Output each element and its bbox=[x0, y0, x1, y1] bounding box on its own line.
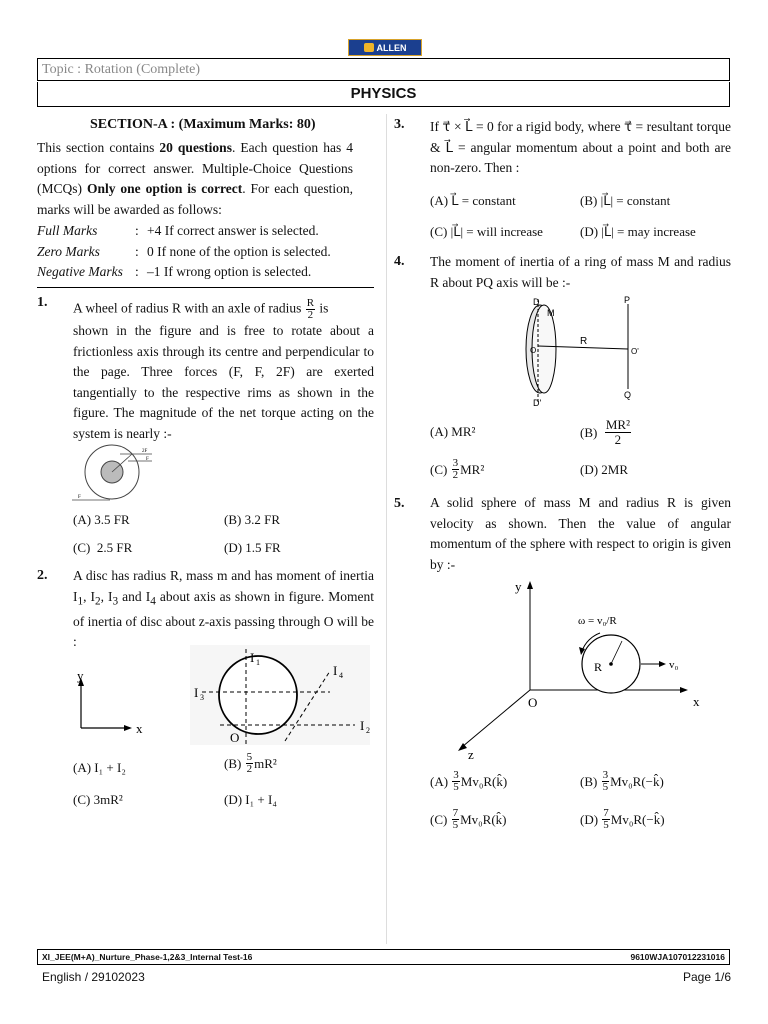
q3-option-c[interactable]: (C) |L⃗| = will increase bbox=[430, 224, 543, 239]
svg-text:O: O bbox=[230, 730, 240, 745]
q1-option-c[interactable]: (C) 2.5 FR bbox=[73, 540, 133, 555]
y-axis-label: y bbox=[77, 668, 84, 683]
q5-option-a[interactable]: (A) $\frac{3}{5}$ Mv₀R(k̂) bbox=[430, 769, 508, 793]
q5-sphere-figure bbox=[450, 575, 720, 765]
svg-text:2: 2 bbox=[366, 726, 370, 735]
svg-text:O: O bbox=[530, 346, 537, 355]
q5-option-c[interactable]: (C) $\frac{7}{5}$ Mv₀R(k̂) bbox=[430, 807, 507, 831]
q3-text: If τ⃗ × L⃗ = 0 for a rigid body, where τ⃗ = resultant torque & L⃗ = angular momentum about a point and both are non-zero. Then : bbox=[430, 119, 731, 175]
q1-fig-label: 2F bbox=[142, 449, 148, 454]
svg-text:M: M bbox=[547, 308, 555, 318]
svg-text:I: I bbox=[194, 685, 199, 700]
x-axis-label: x bbox=[136, 721, 143, 736]
svg-text:O: O bbox=[528, 695, 538, 710]
q3-option-a[interactable]: (A) L⃗ = constant bbox=[430, 193, 516, 208]
q1-wheel-figure bbox=[70, 444, 155, 506]
q2-option-c[interactable]: (C) 3mR² bbox=[73, 792, 123, 807]
q1-option-b[interactable]: (B) 3.2 FR bbox=[224, 512, 280, 527]
q1-option-d[interactable]: (D) 1.5 FR bbox=[224, 540, 281, 555]
svg-text:I: I bbox=[250, 650, 255, 665]
q2-option-b[interactable]: (B) $\frac{5}{2}$ mR² bbox=[224, 751, 277, 775]
disc bbox=[219, 656, 297, 734]
q4-number: 4. bbox=[394, 254, 405, 269]
q1-fig-label: F bbox=[78, 495, 81, 500]
footer-language-date: English / 29102023 bbox=[42, 970, 145, 984]
q1-fig-label: F bbox=[146, 457, 149, 462]
marks-zero: Zero Marks bbox=[37, 244, 100, 259]
svg-text:P: P bbox=[624, 295, 631, 305]
q1-number: 1. bbox=[37, 295, 48, 310]
logo-mark-icon bbox=[364, 43, 374, 52]
q4-option-b[interactable]: (B) $\frac{\text{MR²}}{2}$ bbox=[580, 417, 630, 447]
svg-text:R: R bbox=[594, 660, 603, 674]
q2-option-a[interactable]: (A) I₁ + I₂ bbox=[73, 760, 126, 775]
page-number: Page 1/6 bbox=[683, 970, 732, 984]
svg-text:v₀: v₀ bbox=[669, 659, 679, 671]
footer-code-bar bbox=[37, 949, 730, 965]
q1-text: A wheel of radius R with an axle of radius $\frac{R}{2}$ is bbox=[73, 297, 329, 321]
q1-option-a[interactable]: (A) 3.5 FR bbox=[73, 512, 130, 527]
svg-text:Q: Q bbox=[624, 390, 632, 400]
q4-option-c[interactable]: (C) $\frac{3}{2}$ MR² bbox=[430, 457, 485, 481]
q5-option-d[interactable]: (D) $\frac{7}{5}$ Mv₀R(−k̂) bbox=[580, 807, 665, 831]
q2-disc-figure bbox=[190, 645, 370, 745]
topic-box: Topic : Rotation (Complete) bbox=[37, 58, 730, 81]
q4-option-d[interactable]: (D) 2MR bbox=[580, 462, 629, 477]
q4-text: The moment of inertia of a ring of mass M and radius R about PQ axis will be :- bbox=[430, 254, 731, 290]
allen-logo: ALLEN bbox=[348, 39, 422, 56]
footer-paper-code: 9610WJA107012231016 bbox=[630, 952, 725, 962]
svg-text:R: R bbox=[580, 336, 588, 347]
column-divider bbox=[386, 114, 387, 944]
svg-text:y: y bbox=[515, 579, 522, 594]
svg-text:I: I bbox=[360, 718, 365, 733]
svg-text:D': D' bbox=[533, 398, 542, 408]
svg-text:O': O' bbox=[631, 347, 639, 356]
svg-text:I: I bbox=[333, 663, 338, 678]
q2-number: 2. bbox=[37, 568, 48, 583]
q5-option-b[interactable]: (B) $\frac{3}{5}$ Mv₀R(−k̂) bbox=[580, 769, 664, 793]
q4-ring-figure bbox=[500, 294, 660, 409]
q3-option-d[interactable]: (D) |L⃗| = may increase bbox=[580, 224, 696, 239]
q4-option-a[interactable]: (A) MR² bbox=[430, 424, 476, 439]
svg-text:4: 4 bbox=[339, 671, 343, 680]
section-divider bbox=[37, 287, 374, 288]
q3-number: 3. bbox=[394, 117, 405, 132]
q5-text: A solid sphere of mass M and radius R is given velocity as shown. Then the value of angular momentum of the sphere with respect to origin is given by :- bbox=[430, 495, 731, 572]
svg-text:z: z bbox=[468, 747, 474, 762]
q1-text-body: shown in the figure and is free to rotate about a frictionless axis through its centre and perpendicular to the page. Three forces (F, F, 2F) are exerted tangentially to the respective rims as shown in the figure. The magnitude of the net torque acting on the system is nearly :- bbox=[73, 323, 374, 441]
q2-option-d[interactable]: (D) I₁ + I₄ bbox=[224, 792, 277, 807]
footer-test-name: XI_JEE(M+A)_Nurture_Phase-1,2&3_Internal Test-16 bbox=[42, 952, 253, 962]
svg-text:x: x bbox=[693, 694, 700, 709]
marks-full: Full Marks bbox=[37, 223, 98, 238]
q5-number: 5. bbox=[394, 496, 405, 511]
svg-text:ω = v₀/R: ω = v₀/R bbox=[578, 615, 617, 627]
q2-text: A disc has radius R, mass m and has moment of inertia $I_1$, $I_2$, $I_3$ and $I_4$ about axis as shown in figure. Moment of inertia of disc about z-axis passing through O will be : bbox=[73, 568, 374, 650]
subject-title: PHYSICS bbox=[37, 82, 730, 107]
q3-option-b[interactable]: (B) |L⃗| = constant bbox=[580, 193, 671, 208]
svg-text:D: D bbox=[533, 297, 540, 307]
svg-text:1: 1 bbox=[256, 658, 260, 667]
svg-text:3: 3 bbox=[200, 693, 204, 702]
section-title: SECTION-A : (Maximum Marks: 80) bbox=[90, 117, 316, 132]
section-intro: This section contains 20 questions. Each question has 4 options for correct answer. Multiple-Choice Questions (MCQs) Only one option is correct. For each question, marks will be awarded as follows: bbox=[37, 140, 353, 217]
marks-negative: Negative Marks bbox=[37, 264, 123, 279]
q2-axes-figure bbox=[70, 660, 152, 740]
